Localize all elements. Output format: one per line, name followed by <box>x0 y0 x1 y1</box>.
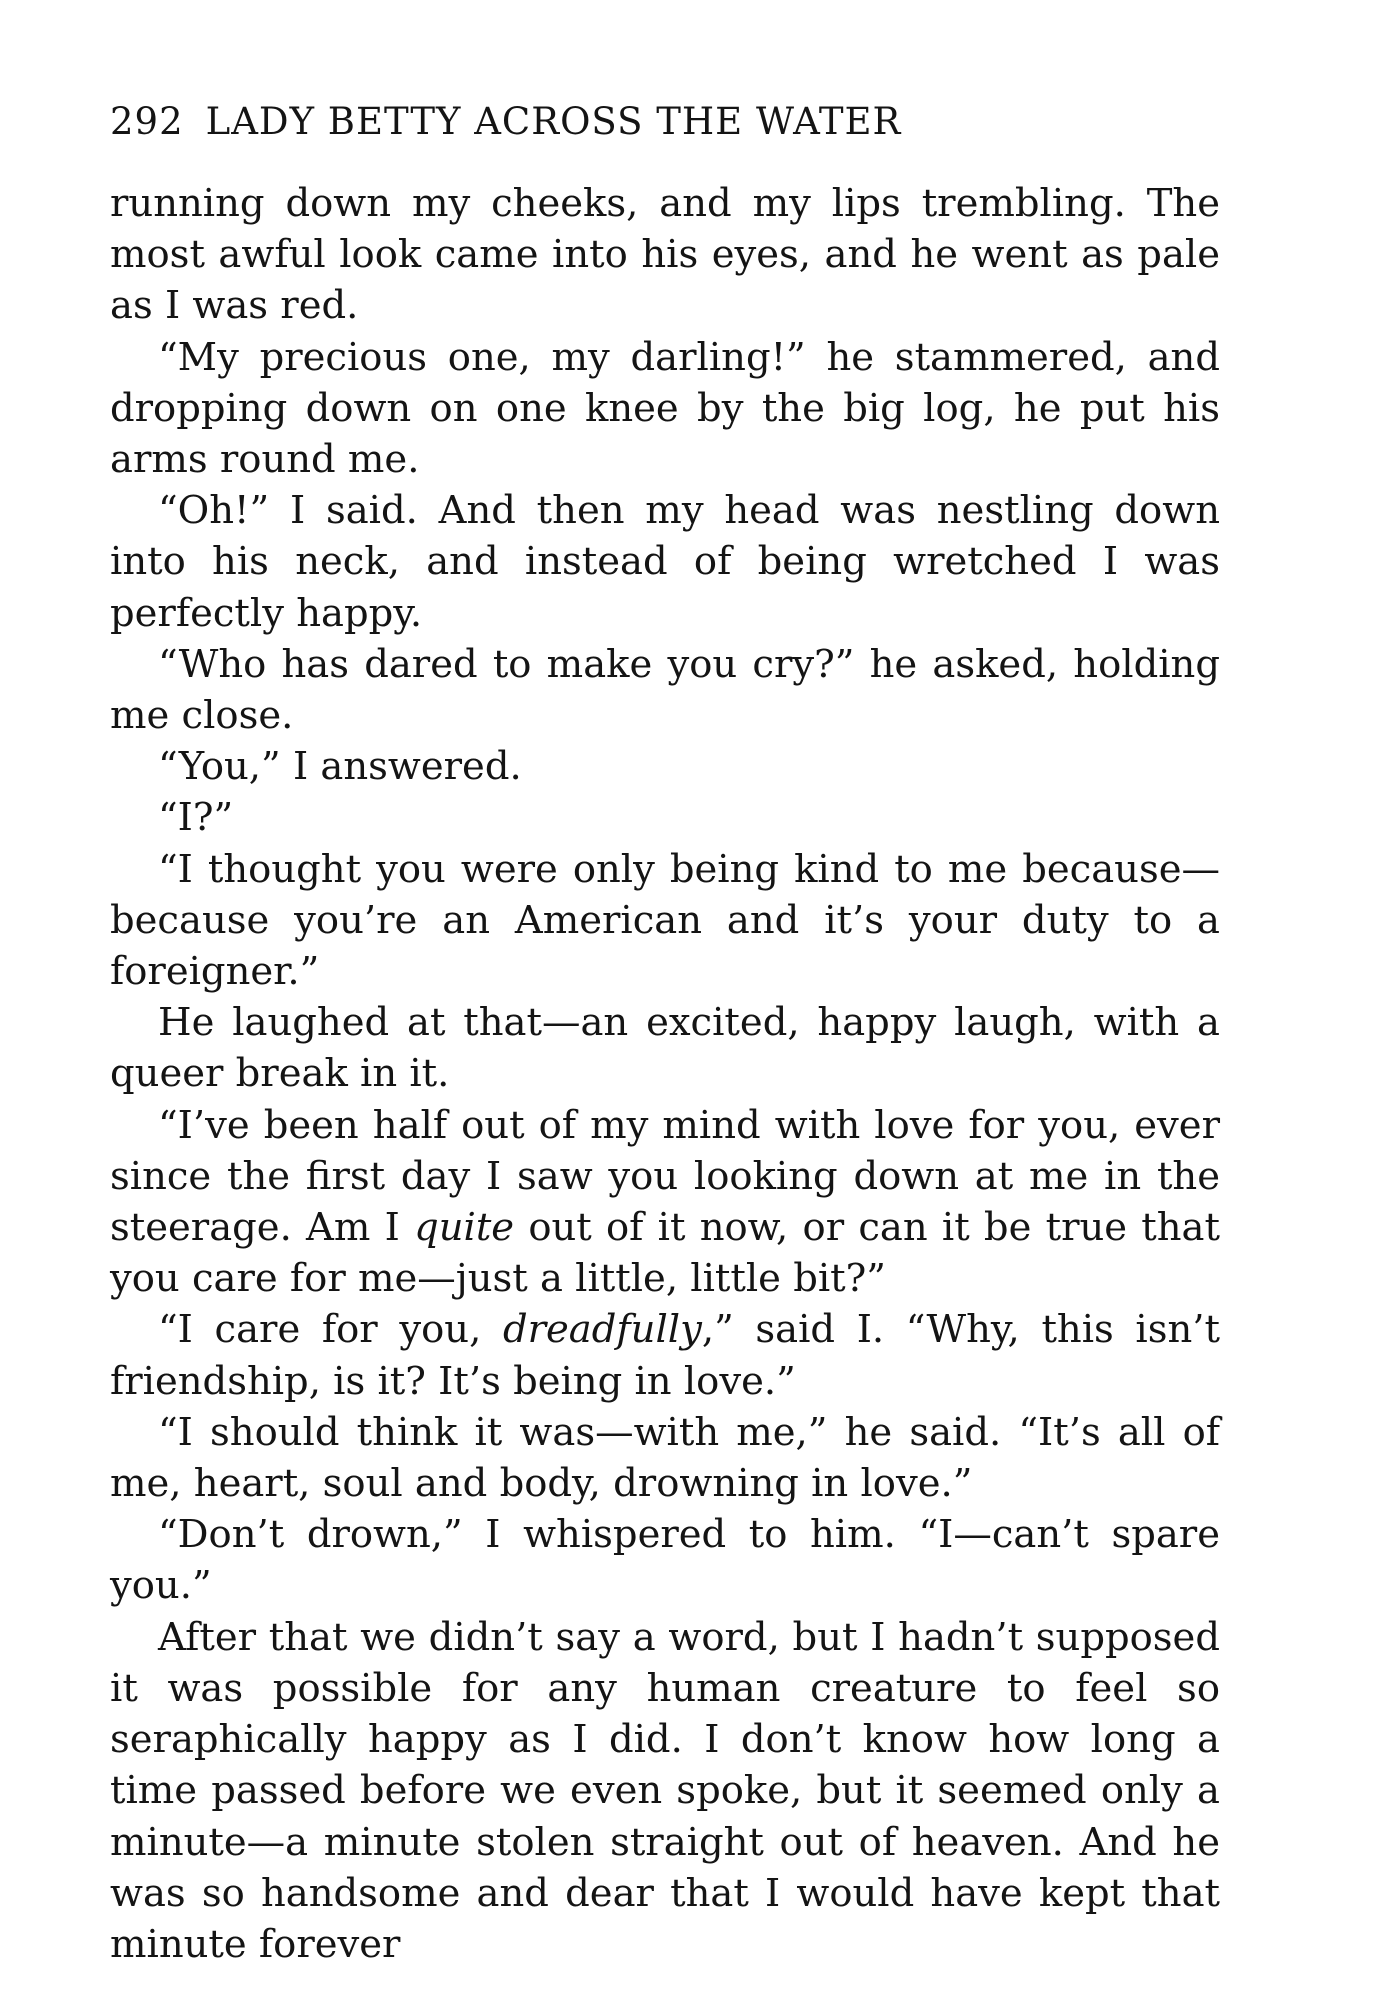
paragraph: “Who has dared to make you cry?” he asked, holding me close. <box>110 641 1220 739</box>
paragraph <box>110 1304 1220 1406</box>
paragraph: “Don’t drown,” I whispered to him. “I—can’t spare you.” <box>110 1512 1220 1609</box>
paragraph: He laughed at that—an excited, happy laugh, with a queer break in it. <box>110 1000 1220 1097</box>
paragraph-text: out of it now, or can it be true that you care for me—just a little, little bit?” <box>110 1205 1220 1302</box>
paragraph: “Oh!” I said. And then my head was nestling down into his neck, and instead of being wretched I was perfectly happy. <box>110 488 1220 636</box>
paragraph: After that we didn’t say a word, but I hadn’t supposed it was possible for any human creature to feel so seraphically happy as I did. I don’t know how long a time passed before we even spoke, but it seemed only a minute—a minute stolen straight out of heaven. And he was so handsome and dear that I would have kept that minute forever <box>110 1614 1220 1967</box>
paragraph-text: “I’ve been half out of my mind with love for you, ever since the first day I saw you looking down at me in the steerage. Am I <box>110 1102 1220 1251</box>
page-number: 292 <box>110 100 184 143</box>
italic-text: dreadfully <box>502 1307 702 1353</box>
paragraph: “My precious one, my darling!” he stammered, and dropping down on one knee by the big log, he put his arms round me. <box>110 334 1220 483</box>
paragraph <box>110 1100 1220 1305</box>
paragraph-text: ,” said I. “Why, this isn’t friendship, is it? It’s being in love.” <box>110 1307 1220 1404</box>
paragraph: “I should think it was—with me,” he said. “It’s all of me, heart, soul and body, drowning in love.” <box>110 1409 1220 1507</box>
paragraph: “I?” <box>158 795 234 841</box>
paragraph: running down my cheeks, and my lips trembling. The most awful look came into his eyes, and he went as pale as I was red. <box>110 181 1220 329</box>
paragraph: “You,” I answered. <box>158 744 522 790</box>
paragraph: “I thought you were only being kind to me because—because you’re an American and it’s your duty to a foreigner.” <box>110 846 1220 995</box>
running-header <box>110 100 1220 143</box>
paragraph-text: “I care for you, <box>158 1307 503 1353</box>
running-title: LADY BETTY ACROSS THE WATER <box>205 100 902 143</box>
italic-text: quite <box>414 1205 515 1251</box>
body-text <box>110 178 1220 1970</box>
